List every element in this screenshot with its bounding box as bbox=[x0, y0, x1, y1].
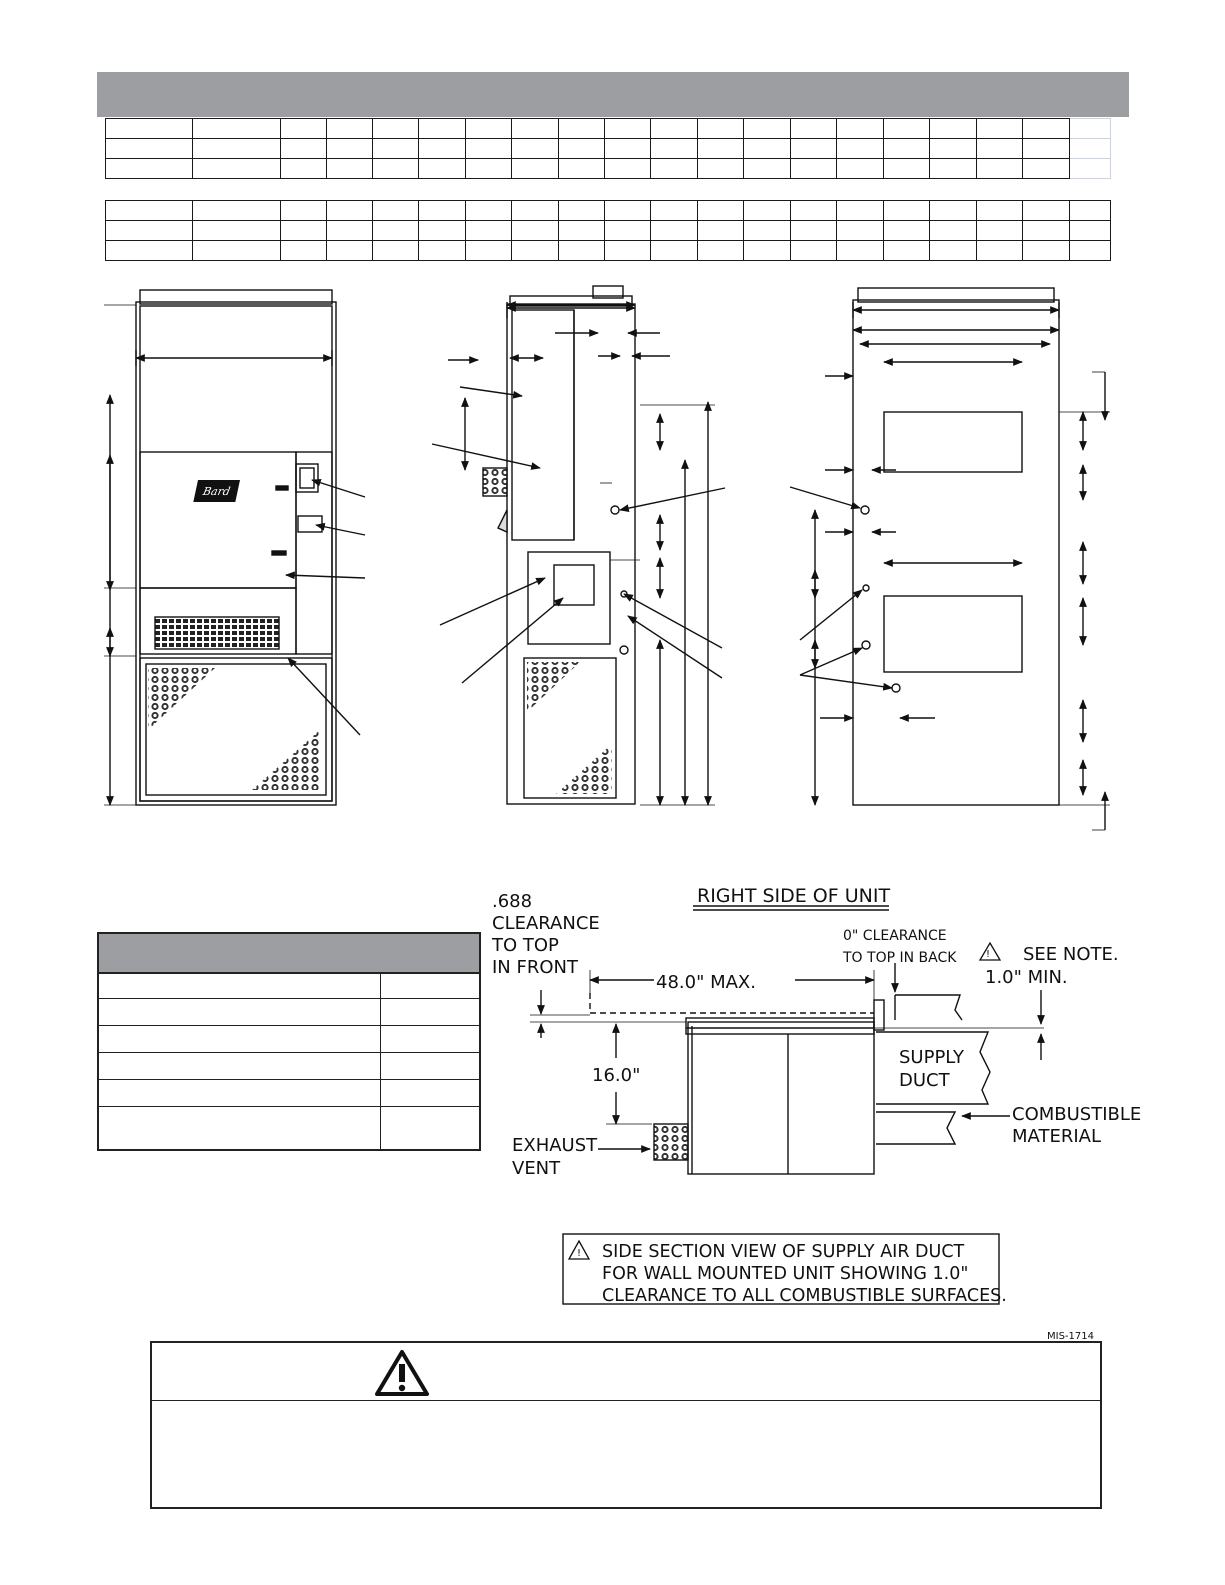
rear-view bbox=[790, 288, 1110, 830]
table-row bbox=[99, 999, 479, 1026]
svg-text:!: ! bbox=[576, 1248, 582, 1259]
supply-duct-line-1: SUPPLY bbox=[899, 1047, 964, 1068]
warning-box bbox=[150, 1341, 1102, 1509]
note-line-1: SIDE SECTION VIEW OF SUPPLY AIR DUCT bbox=[602, 1242, 965, 1262]
drawing-number: MIS-1714 bbox=[1047, 1331, 1094, 1342]
note-line-3: CLEARANCE TO ALL COMBUSTIBLE SURFACES. bbox=[602, 1286, 1007, 1306]
logo-text: Bard bbox=[201, 485, 232, 498]
see-note-label: SEE NOTE. bbox=[1023, 944, 1119, 965]
detail-title: RIGHT SIDE OF UNIT bbox=[697, 885, 891, 907]
table-row bbox=[99, 1053, 479, 1080]
front-clearance-line-3: TO TOP bbox=[492, 935, 559, 956]
exhaust-line-2: VENT bbox=[512, 1158, 561, 1179]
front-clearance-line-2: CLEARANCE bbox=[492, 913, 600, 934]
exhaust-line-1: EXHAUST bbox=[512, 1135, 598, 1156]
supply-duct-line-2: DUCT bbox=[899, 1070, 950, 1091]
clearance-table bbox=[97, 932, 481, 1151]
right-side-detail bbox=[491, 885, 1141, 1179]
table-row bbox=[99, 972, 479, 999]
min-clearance-label: 1.0" MIN. bbox=[985, 967, 1068, 988]
clearance-table-header bbox=[99, 934, 479, 974]
front-clearance-line-1: .688 bbox=[492, 891, 533, 912]
combustible-line-1: COMBUSTIBLE bbox=[1012, 1104, 1142, 1125]
side-view bbox=[432, 286, 725, 805]
note-box bbox=[563, 1234, 1007, 1306]
height-dimension-label: 16.0" bbox=[592, 1065, 641, 1086]
back-clearance-line-1: 0" CLEARANCE bbox=[843, 928, 947, 944]
warning-icon bbox=[374, 1349, 430, 1397]
max-dimension-label: 48.0" MAX. bbox=[656, 972, 756, 993]
svg-text:!: ! bbox=[985, 949, 991, 960]
combustible-line-2: MATERIAL bbox=[1012, 1126, 1101, 1147]
table-row bbox=[99, 1107, 479, 1149]
back-clearance-line-2: TO TOP IN BACK bbox=[843, 950, 957, 966]
table-row bbox=[99, 1080, 479, 1107]
front-view bbox=[104, 290, 365, 805]
front-clearance-line-4: IN FRONT bbox=[492, 957, 578, 978]
table-row bbox=[99, 1026, 479, 1053]
note-line-2: FOR WALL MOUNTED UNIT SHOWING 1.0" bbox=[602, 1264, 969, 1284]
